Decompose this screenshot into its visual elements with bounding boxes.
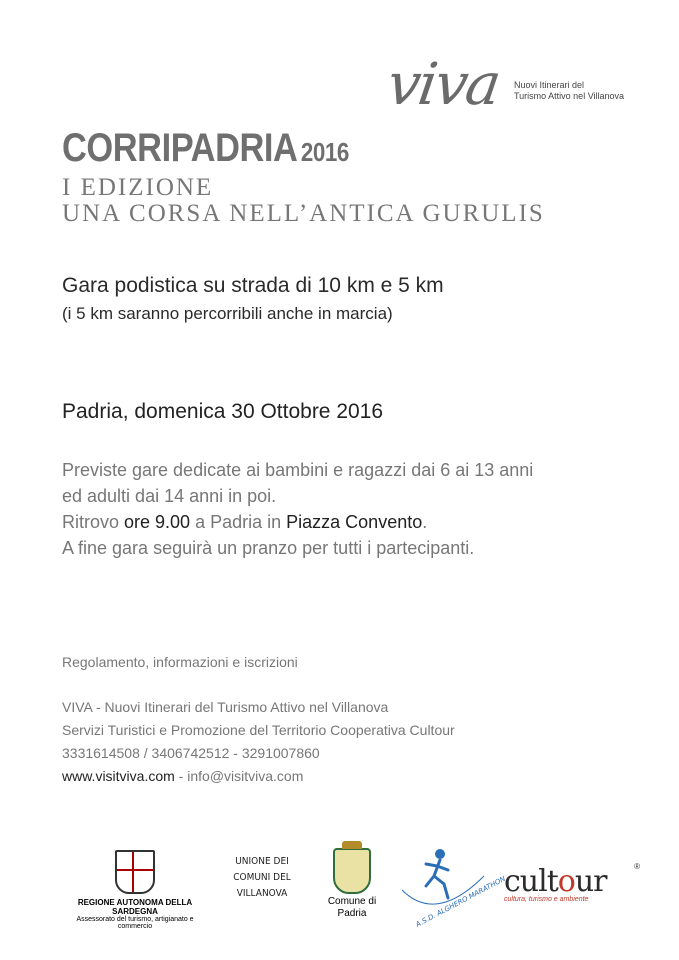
- info-meet-label: Ritrovo: [62, 512, 125, 532]
- cultour-word-o: o: [557, 864, 575, 899]
- cultour-word-a: cult: [504, 864, 558, 899]
- sardegna-logo: [64, 850, 206, 930]
- event-tagline: UNA CORSA NELL’ANTICA GURULIS: [62, 200, 545, 227]
- info-line-1: Previste gare dedicate ai bambini e ragazzi dai 6 ai 13 anni: [62, 460, 534, 480]
- race-note: (i 5 km saranno percorribili anche in marcia): [62, 304, 393, 323]
- viva-tagline-2: Turismo Attivo nel Villanova: [514, 91, 625, 101]
- cultour-word-b: ur: [574, 864, 607, 899]
- asd-text: A.S.D. ALGHERO MARATHON: [414, 874, 507, 929]
- info-meet-end: .: [422, 512, 428, 532]
- sardegna-sub: Assessorato del turismo, artigianato e commercio: [76, 916, 194, 930]
- contacts-org: VIVA - Nuovi Itinerari del Turismo Attivo nel Villanova: [62, 699, 389, 715]
- sardegna-shield-icon: [115, 850, 155, 894]
- comune-padria-logo: [322, 848, 382, 920]
- comune-label: Comune di: [327, 896, 377, 907]
- viva-tagline-1: Nuovi Itinerari del: [514, 80, 585, 90]
- alghero-marathon-logo: [396, 846, 507, 929]
- viva-logo: [383, 50, 638, 132]
- unione-line-2: COMUNI DEL: [233, 872, 291, 883]
- sardegna-name: REGIONE AUTONOMA DELLA SARDEGNA: [77, 898, 193, 916]
- info-line-3: [62, 512, 427, 533]
- edition-label: I EDIZIONE: [62, 174, 214, 201]
- info-meet-place: Piazza Convento: [286, 512, 423, 532]
- padria-crest-icon: [333, 848, 371, 894]
- cultour-word: [504, 864, 644, 899]
- event-date: Padria, domenica 30 Ottobre 2016: [62, 400, 384, 423]
- email-link[interactable]: info@visitviva.com: [187, 768, 304, 784]
- contacts-separator: -: [174, 768, 188, 784]
- website-link[interactable]: www.visitviva.com: [62, 768, 175, 784]
- unione-line-3: VILLANOVA: [236, 888, 288, 899]
- contacts-heading: Regolamento, informazioni e iscrizioni: [62, 654, 298, 670]
- info-meet-time: ore 9.00: [124, 512, 191, 532]
- unione-line-1: UNIONE DEI: [235, 856, 289, 867]
- runner-icon: [396, 846, 507, 929]
- event-title-year: 2016: [300, 137, 349, 167]
- unione-comuni-logo: [226, 854, 298, 902]
- viva-logo-word: viva: [383, 50, 504, 118]
- event-title-main: CORRIPADRIA: [62, 126, 298, 170]
- viva-logo-tagline: [514, 80, 624, 102]
- comune-name: Padria: [337, 908, 367, 919]
- event-title: [62, 126, 349, 171]
- contacts-coop: Servizi Turistici e Promozione del Territorio Cooperativa Cultour: [62, 722, 455, 738]
- cultour-tagline: cultura, turismo e ambiente: [504, 896, 589, 903]
- cultour-logo: [504, 864, 644, 903]
- info-meet-mid: a Padria in: [190, 512, 287, 532]
- info-line-2: ed adulti dai 14 anni in poi.: [62, 486, 277, 506]
- cultour-registered: ®: [634, 862, 640, 871]
- contacts-phones: 3331614508 / 3406742512 - 3291007860: [62, 745, 320, 761]
- race-description: Gara podistica su strada di 10 km e 5 km: [62, 274, 444, 297]
- info-line-4: A fine gara seguirà un pranzo per tutti i partecipanti.: [62, 538, 475, 558]
- contacts-web: [62, 768, 303, 784]
